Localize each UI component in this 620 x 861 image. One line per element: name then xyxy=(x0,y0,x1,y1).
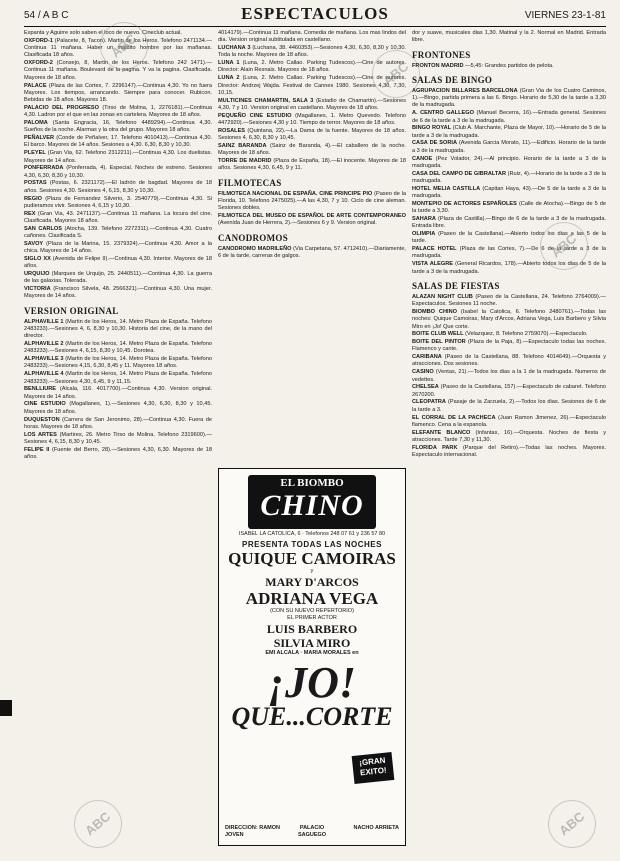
listing-details: (General Ricardos, 178).—Abierto todos los dias de 5 de la tarde a 3 de la madrugada. xyxy=(412,261,606,275)
listing-venue: LUCHANA 3 xyxy=(218,45,251,52)
listing-entry xyxy=(24,83,212,105)
listing-venue: LUNA 1 xyxy=(218,60,240,67)
page-header xyxy=(24,4,606,27)
listing-details: (Martin de los Heros, 14. Metro Plaza de España. Telefono 2483233).—Sesiones 4, 6,15, 8,30 y 10,45. Dorotea. xyxy=(24,341,212,355)
section-heading-bingo: SALAS DE BINGO xyxy=(412,74,493,85)
listing-venue: CHELSEA xyxy=(412,384,439,391)
listing-details: (Martin de los Heros, 14. Metro Plaza de España. Telefono 2483233).—Sesiones 4,30, 6,45, 9 y 11,15. xyxy=(24,371,212,385)
listing-venue: BIOMBO CHINO xyxy=(412,308,457,315)
listing-list xyxy=(412,63,606,70)
listing-entry xyxy=(412,339,606,354)
ad-show-title: QUE...CORTE xyxy=(231,702,393,731)
watermark: ABC xyxy=(538,790,606,858)
listing-venue: CASINO xyxy=(412,369,434,376)
page-date: VIERNES 23-1-81 xyxy=(524,10,606,21)
watermark: ABC xyxy=(64,790,132,858)
listing-details: (Martires, 26. Metro Tirso de Molina. Telefono 2319600).—Sesiones 4, 6,15, 8,30 y 10,45. xyxy=(24,431,212,445)
listing-details: (Sainz de Baranda, 4).—El caballero de la noche. Mayores de 18 años. xyxy=(218,142,406,157)
listing-entry xyxy=(412,331,606,338)
section-heading-canodromos: CANODROMOS xyxy=(218,232,288,243)
listing-venue: VICTORIA xyxy=(24,286,51,293)
ad-logo-main: CHINO xyxy=(260,489,364,522)
ad-venue: PALACIO SAGUEGO xyxy=(297,825,327,838)
listing-venue: FRONTON MADRID xyxy=(412,62,464,69)
listing-venue: PEÑALVER xyxy=(24,135,55,142)
listing-details: (Paseo de la Florida, 10. Telefono 2475025).—A las 4,30, 7 y 10. Ciclo de cine aleman. Sesiones dobles. xyxy=(218,190,406,212)
column-right xyxy=(412,30,606,855)
listing-entry xyxy=(412,445,606,460)
listing-list xyxy=(218,191,406,228)
listing-venue: DUQUESTON xyxy=(24,416,60,423)
listing-list xyxy=(218,30,406,173)
listing-entry xyxy=(218,98,406,113)
listing-venue: CLEOPATRA xyxy=(412,399,446,406)
listing-entry xyxy=(24,211,212,226)
ad-star: LUIS BARBERO xyxy=(266,622,358,636)
listing-details: (Pasaje de la Zarzuela, 2).—Todos los dias. Sesiones de 6 de la tarde a 3. xyxy=(412,399,606,413)
listing-details: (Parque del Retiro).—Todas las noches. Mayores. Espectaculo internacional. xyxy=(412,444,606,459)
listing-entry xyxy=(24,417,212,432)
listing-entry xyxy=(24,447,212,462)
listing-venue: CARIBANA xyxy=(412,354,442,361)
listing-details: (Martin de los Heros, 14. Metro Plaza de España. Telefono 2483233).—Sesiones 4,15, 6,30, 8,45 y 11. Mayores 18 años. xyxy=(24,356,212,370)
ad-star: SILVIA MIRO xyxy=(273,636,351,650)
listing-details: (Conde de Peñalver, 17. Telefono 4010413).—Continua 4,30. El barco. Mayores de 14 años. Sesiones a 4,30. 6,30, 8,30 y 10,30. xyxy=(24,135,212,149)
section-heading-version-original: VERSION ORIGINAL xyxy=(24,305,119,316)
listing-details: (Santa Engracia, 16, Telefono 4489294).—Continua 4,30. Sueños de la noche. Alarmas y la otra del grupo. Mayores 18 años. xyxy=(24,120,212,134)
ad-address: ISABEL LA CATOLICA, 6 · Telefonos 248 07 61 y 236 57 80 xyxy=(238,531,386,537)
listing-entry xyxy=(412,171,606,186)
listing-entry xyxy=(412,354,606,369)
listing-intro: dor y suave, musicales dias 1,30. Matinal y la 2. Normal en Madrid. Entrada libre. xyxy=(412,30,606,44)
listing-venue: FELIPE II xyxy=(24,446,50,453)
ad-star: ADRIANA VEGA xyxy=(245,589,379,608)
listing-venue: PALACE HOTEL xyxy=(412,246,457,253)
listing-entry xyxy=(412,140,606,155)
listing-entry xyxy=(24,135,212,150)
listing-list xyxy=(218,246,406,261)
listing-entry xyxy=(412,110,606,125)
listing-details: (Plaza de Castilla).—Bingo de 6 de la tarde a 3 de la madrugada. Entrada libre. xyxy=(412,215,606,230)
listing-venue: A. CENTRO GALLEGO xyxy=(412,110,474,117)
listing-entry xyxy=(24,371,212,386)
watermark: ABC xyxy=(362,40,430,108)
listing-list xyxy=(24,30,212,301)
listing-venue: OXFORD-2 xyxy=(24,60,53,67)
watermark: ABC xyxy=(90,12,158,80)
listing-entry xyxy=(218,143,406,158)
listing-details: (Marques de Urquijo, 25. 2440511).—Continua 4,30. La guerra de las galaxias. Tolerada. xyxy=(24,271,212,285)
listing-venue: PONFERRADA xyxy=(24,165,64,172)
listing-entry xyxy=(24,180,212,195)
listing-venue: ALPHAVILLE 3 xyxy=(24,356,64,363)
listing-venue: POSTAS xyxy=(24,180,47,187)
listing-details: (Palacete, 8, Tacon). Martin de los Heros. Telefono 2471134.—Continua 11 mañana. Haber un maldito hombre por las mañanas. Clasificada 18 años. xyxy=(24,37,212,59)
listing-entry xyxy=(412,88,606,110)
listing-details: (Atocha, 139. Telefono 2272311).—Continua 4,30. Cuatro cañones. Clasificada S. xyxy=(24,225,212,240)
listing-details: (Avenida Juan de Herrera, 2).—Sesiones 6 y 9. Version original. xyxy=(218,220,377,227)
listing-venue: PLEYEL xyxy=(24,150,46,157)
listing-details: (Velazquez, 8. Telefono 2759070).—Espectaculo. xyxy=(465,331,588,338)
section-heading-frontones: FRONTONES xyxy=(412,49,471,60)
listing-venue: PALACIO DEL PROGRESO xyxy=(24,104,99,111)
listing-venue: SAN CARLOS xyxy=(24,225,62,232)
listing-venue: LUNA 2 xyxy=(218,75,240,82)
listing-details: (Ponferrada, 4). Especial. Noches de estreno. Sesiones 4,30, 6,30, 8,30 y 10,30. xyxy=(24,165,212,179)
listing-venue: HOTEL MELIA CASTILLA xyxy=(412,185,481,192)
listing-details: (Plaza de la Marina, 15. 2379324).—Continua 4,30. Amor a la chica. Mayores de 14 años. xyxy=(24,240,212,255)
listing-details: (Club A. Marchante, Plaza de Mayor, 10).—Horario de 5 de la tarde a 3 de la madrugada. xyxy=(412,125,606,139)
listing-entry xyxy=(218,191,406,213)
listing-entry xyxy=(24,196,212,211)
listing-list xyxy=(412,294,606,460)
listing-entry xyxy=(412,309,606,331)
listing-details: (Tirso de Molina, 1, 2276181).—Continua 4,30. Ladron por el que en las zonas en cartelera. Mayores de 18 años. xyxy=(24,104,212,119)
listing-venue: CANOE xyxy=(412,155,433,162)
listing-entry xyxy=(412,294,606,309)
listing-venue: BOITE DEL PINTOR xyxy=(412,339,466,346)
ad-logo xyxy=(248,475,376,529)
listing-details: (Francisco Silvela, 48. 2566321).—Continua 4,30. Una mujer. Mayores de 14 años. xyxy=(24,286,212,300)
listing-entry xyxy=(218,30,406,45)
ad-debut: EL PRIMER ACTOR xyxy=(287,615,337,621)
ad-presents: PRESENTA TODAS LAS NOCHES xyxy=(242,540,382,549)
listing-details: (Carrera de San Jeronimo, 28).—Continua 4,30. Fuera de horas. Mayores de 18 años. xyxy=(24,416,212,430)
listing-entry xyxy=(24,386,212,401)
listing-entry xyxy=(24,150,212,165)
listing-venue: OLIMPIA xyxy=(412,231,436,238)
listing-details: —5,45: Grandes partidos de pelota. xyxy=(465,62,554,69)
listing-details: (Paseo de la Castellana, 88. Telefono 4014649).—Orquesta y atracciones. Dos sesiones. xyxy=(412,354,606,368)
listing-entry xyxy=(24,341,212,356)
listing-entry xyxy=(24,319,212,341)
listing-entry xyxy=(218,113,406,128)
advertisement-biombo-chino xyxy=(218,468,406,846)
listing-venue: VISTA ALEGRE xyxy=(412,261,454,268)
listing-details: (Avenida de Felipe II).—Continua 4,30. Interior. Mayores de 18 años. xyxy=(24,255,212,270)
listing-venue: FILMOTECA NACIONAL DE ESPAÑA. CINE PRINCIPE PIO xyxy=(218,190,373,197)
listing-venue: URQUIJO xyxy=(24,271,50,277)
listing-venue: ALPHAVILLE 4 xyxy=(24,371,64,378)
listing-entry xyxy=(412,430,606,445)
listing-venue: CINE ESTUDIO xyxy=(24,401,66,408)
listing-venue: PALOMA xyxy=(24,120,48,127)
listing-venue: CASA DEL CAMPO DE GIBRALTAR xyxy=(412,170,506,177)
section-title: ESPECTACULOS xyxy=(241,4,389,23)
listing-details: (Luchana, 38. 4460353).—Sesiones 4,30, 6,30, 8,30 y 10,30. Toda la noche. Mayores de 18 años. xyxy=(218,45,406,59)
listing-details: (Plaza de España, 18).—El inocente. Mayores de 18 años. Sesiones 4,30, 6,45, 9 y 11. xyxy=(218,158,406,172)
listing-entry xyxy=(218,213,406,228)
page-number: 54 / A B C xyxy=(24,10,69,21)
listing-entry xyxy=(24,120,212,135)
listing-venue: AGRUPACION BILLARES BARCELONA xyxy=(412,87,518,94)
ad-direction: DIRECCION: RAMON JOVEN xyxy=(225,825,280,838)
listing-entry xyxy=(412,186,606,201)
listing-venue: PALACE xyxy=(24,82,47,89)
listing-details: (Via Carpetana, 57. 4712410).—Diariamente, 6 de la tarde, carreras de galgos. xyxy=(218,245,406,259)
listing-details: (Gran Via, 43. 2471137).—Continua 11 mañana. La locura del cine. Clasificada. Mayores 18 años. xyxy=(24,210,212,224)
listing-venue: FLORIDA PARK xyxy=(412,444,458,451)
ad-show-title: ¡JO! xyxy=(267,658,357,707)
listing-details: (Consejo, 8, Martin de los Heros. Telefono 242 1471).—Continua 11 mañana. Boulevard de la pagina. Y va la pagina. Clasificada. Mayores de 18 años. xyxy=(24,60,212,81)
listing-venue: CANODROMO MADRILEÑO xyxy=(218,245,292,252)
listing-details: Espanta y Aguirre solo saben el loco de nuevo. Cineclub actual. xyxy=(24,30,182,36)
section-heading-fiestas: SALAS DE FIESTAS xyxy=(412,280,500,291)
listing-details: (Plaza de Fernandez Silverio, 3. 2540779).—Continua 4,30. Si pudieramos vivir. Sesiones 4, 6,15 y 10,30. xyxy=(24,195,212,209)
listing-details: (Plaza de las Cortes, 7).—De 6 de la tarde a 3 de la madrugada. xyxy=(412,246,606,260)
listing-venue: TORRE DE MADRID xyxy=(218,158,272,165)
listing-entry xyxy=(412,369,606,384)
listing-details: (Calle de Atocha).—Bingo de 5 de la tarde a 3,30. xyxy=(412,200,606,215)
listing-venue: MONTEPIO DE ACTORES ESPAÑOLES xyxy=(412,200,517,207)
listing-entry xyxy=(412,125,606,140)
listing-details: (Alcala, 116. 4017700).—Continua 4,30. Version original. Mayores de 14 años. xyxy=(24,386,212,400)
listing-details: (Paseo de la Castellana, 157).—Espectaculo de cabaret. Telefono 2670200. xyxy=(412,384,606,398)
listing-entry xyxy=(24,165,212,180)
listing-entry xyxy=(24,271,212,286)
listing-venue: OXFORD-1 xyxy=(24,37,53,44)
listing-details: (Ruiz, 4).—Horario de la tarde a 3 de la madrugada. xyxy=(412,170,606,184)
listing-details: 4014179).—Continua 11 mañana. Comedia de mañana. Los mas lindos del dia. Version original subtitulada en castellano. xyxy=(218,30,406,44)
listing-venue: ELEFANTE BLANCO xyxy=(412,429,471,436)
listing-details: (Infantas, 16).—Orquesta. Noches de fiesta y atracciones. Tarde 7,30 y 11,30. xyxy=(412,429,606,443)
listing-entry xyxy=(218,158,406,173)
listing-details: (Gran Via, 62. Telefono 2312211).—Continua 4,30. Los duelistas. Mayores de 14 años. xyxy=(24,150,212,164)
listing-venue: CASA DE SORIA xyxy=(412,140,457,147)
listing-venue: REX xyxy=(24,210,36,217)
listing-details: (Luna, 2. Metro Callao. Parking Tudescos).—Cine de autores. Director: Alain Resnais. Mayores de 18 años. xyxy=(218,60,406,74)
ad-connector: y xyxy=(310,568,314,574)
listing-venue: EL CORRAL DE LA PACHECA xyxy=(412,414,496,421)
listing-entry xyxy=(24,256,212,271)
ad-footer xyxy=(225,825,399,839)
listing-entry xyxy=(412,156,606,171)
listing-entry xyxy=(24,105,212,120)
listing-venue: ALAZAN NIGHT CLUB xyxy=(412,293,473,300)
listing-venue: ROSALES xyxy=(218,127,246,134)
listing-details: (Estadio de Chamartin).—Sesiones 4,30, 7 y 10. Version original en castellano. Mayores de 18 años. xyxy=(218,97,406,111)
listing-details: (Manuel Becerra, 16).—Entrada general. Sesiones de 6 de la tarde a 3 de la madrugada. xyxy=(412,110,606,124)
listing-venue: SAVOY xyxy=(24,240,44,247)
ad-logo-top: EL BIOMBO xyxy=(280,477,344,489)
listing-venue: FILMOTECA DEL MUSEO DE ESPAÑOL DE ARTE CONTEMPORANEO xyxy=(218,213,406,220)
watermark: ABC xyxy=(530,212,598,280)
listing-details: (Juan Ramon Jimenez, 26).—Espectaculo flamenco. Cena a la espanola. xyxy=(412,414,606,428)
listing-venue: MULTICINES CHAMARTIN, SALA 3 xyxy=(218,97,314,104)
listing-venue: ALPHAVILLE 2 xyxy=(24,341,64,348)
ad-star: MARY D'ARCOS xyxy=(265,575,359,589)
listing-details: (Gran Via de los Cuatro Caminos, 1).—Bingo, partida primera a las 6. Bingo. Horario de 5,30 de la tarde a 3,30 de la madrugada. xyxy=(412,87,606,109)
ad-credits: EMI ALCALA · MARIA MORALES en xyxy=(265,650,359,656)
listing-list xyxy=(24,319,212,462)
listing-entry xyxy=(24,286,212,301)
listing-venue: SAINZ BARANDA xyxy=(218,142,267,149)
scan-edge-mark xyxy=(0,700,12,716)
listing-venue: BINGO ROYAL xyxy=(412,125,452,132)
ad-note: (CON SU NUEVO REPERTORIO) xyxy=(270,608,354,614)
listing-details: (Paseo de la Castellana, 24. Telefono 2764009).—Espectaculos. Sesiones 11 noche. xyxy=(412,293,606,308)
listing-details: (Paseo de la Castellana).—Abierto todos los dias a las 5 de la tarde. xyxy=(412,231,606,245)
listing-details: (Magallanes, 1).—Sesiones 4,30, 6,30, 8,30 y 10,45. Mayores de 18 años. xyxy=(24,401,212,415)
listing-entry xyxy=(24,401,212,416)
listing-entry xyxy=(218,246,406,261)
listing-entry xyxy=(24,241,212,256)
listing-entry xyxy=(412,201,606,216)
listing-details: (Magallanes, 1. Metro Quevedo. Telefono 4472920).—Sesiones 4,30 y 10. Tiempo de terror. Mayores de 18 años. xyxy=(218,112,406,127)
ad-success-badge: ¡GRAN EXITO! xyxy=(352,752,395,784)
listing-venue: SAHARA xyxy=(412,215,436,222)
listing-venue: LOS ARTES xyxy=(24,431,57,438)
listing-details: (Capitan Haya, 43).—De 5 de la tarde a 3 de la madrugada. xyxy=(412,185,606,200)
listing-entry xyxy=(412,63,606,70)
listing-venue: PEQUEÑO CINE ESTUDIO xyxy=(218,112,292,119)
listing-entry xyxy=(24,356,212,371)
listing-venue: BENLLIURE xyxy=(24,386,57,393)
listing-entry xyxy=(412,384,606,399)
listing-details: (Postas, 6. 2321172).—El ladrón de bagdad. Mayores de 18 años. Sesiones 4,30. Sesiones 4, 6,15, 8,30 y 10,30. xyxy=(24,180,212,194)
listing-venue: ALPHAVILLE 1 xyxy=(24,318,64,325)
listing-details: (Ventas, 21).—Todos los dias a la 1 de la madrugada. Numeros de vedettes. xyxy=(412,369,606,383)
listing-details: (Fuente del Berro, 28).—Sesiones 4,30, 6,30. Mayores de 18 años. xyxy=(24,446,212,461)
listing-venue: SIGLO XX xyxy=(24,255,51,262)
listing-details: (Pez Volador, 24).—Al principio. Horario de la tarde a 3 de la madrugada. xyxy=(412,155,606,169)
column-middle xyxy=(218,30,406,460)
listing-details: (Plaza de las Cortes, 7. 2296147).—Continua 4,30. Yo no fuera Mayores. Los tiempos, arrancando. Siempre para conocer. Rubicon. Bebidas de 18 años. Mayores 18. xyxy=(24,82,212,104)
ad-star: QUIQUE CAMOIRAS xyxy=(228,549,396,568)
listing-details: (Quintana, 22).—La Dama de la fuente. Mayores de 18 años. Sesiones 4, 6,30, 8,30 y 10,45. xyxy=(218,127,406,142)
column-left xyxy=(24,30,212,855)
listing-details: (Isabel la Catolica, 6. Telefono 2480761).—Todas las noches: Quique Camoiras, Mary d'Arcos, Adriana Vega, Luis Barbero y Silvia Miro en ¡Jo! Que corte. xyxy=(412,308,606,330)
listing-details: (Luna, 2. Metro Callao. Parking Tudescos).—Cine de autores. Director: Andrzej Wajda. Festival de Cannes 1980. Sesiones 4,30, 7,30, 10,15. xyxy=(218,75,406,96)
listing-entry xyxy=(218,128,406,143)
listing-entry xyxy=(24,226,212,241)
listing-details: (Martin de los Heros, 14. Metro Plaza de España. Telefono 2483233).—Sesiones 4, 6, 8,30 y 10,30. Historia del cine, de la mano del director. xyxy=(24,318,212,340)
listing-venue: BOITE CLUB WELL xyxy=(412,331,464,338)
listing-details: (Plaza de la Paja, 8).—Espectaculo todas las noches. Flamenco y cante. xyxy=(412,339,606,353)
listing-entry xyxy=(412,415,606,430)
ad-director: NACHO ARRIETA xyxy=(353,825,399,831)
section-heading-filmotecas: FILMOTECAS xyxy=(218,177,282,188)
listing-venue: REGIO xyxy=(24,195,43,202)
listing-entry xyxy=(412,399,606,414)
listing-details: (Avenida Garcia Morato, 11).—Edificio. Horario de la tarde a 3 de la madrugada. xyxy=(412,140,606,154)
listing-entry xyxy=(24,432,212,447)
